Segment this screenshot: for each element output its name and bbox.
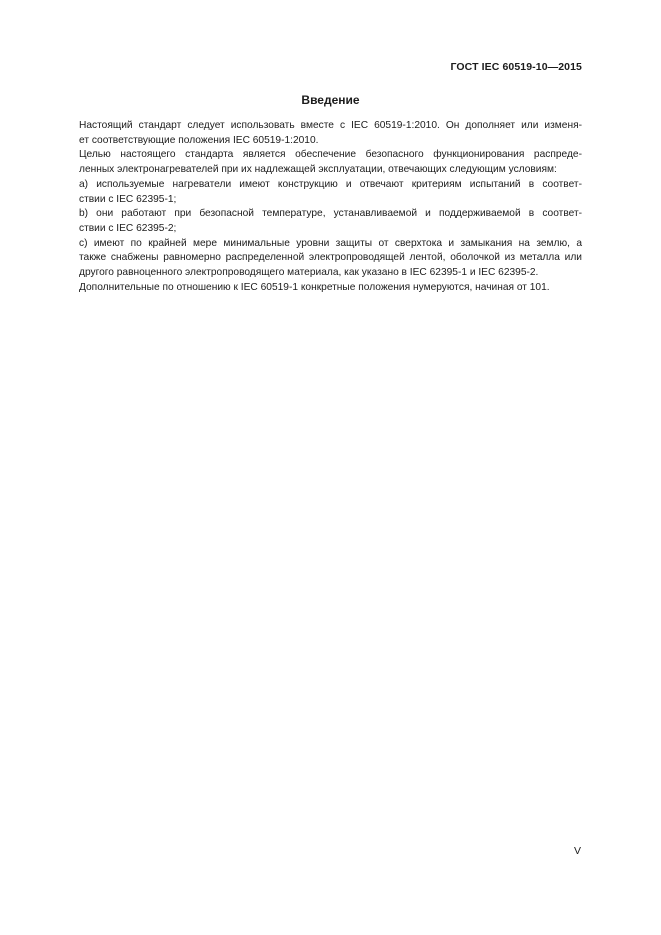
text-line: ствии с IEC 62395-1; bbox=[79, 193, 177, 205]
section-title: Введение bbox=[301, 93, 360, 107]
paragraph-scope bbox=[79, 119, 582, 148]
paragraph-purpose bbox=[79, 148, 582, 177]
text-line: другого равноценного электропроводящего материала, как указано в IEC 62395-1 и IEC 62395-2. bbox=[79, 267, 539, 279]
text-line: Настоящий стандарт следует использовать вместе с IEC 60519-1:2010. Он дополняет или изменя- bbox=[79, 120, 582, 131]
text-line: ленных электронагревателей при их надлежащей эксплуатации, отвечающих следующим условиям: bbox=[79, 164, 557, 176]
paragraph-condition-c bbox=[79, 237, 582, 281]
text-line: Целью настоящего стандарта является обеспечение безопасного функционирования распреде- bbox=[79, 149, 582, 161]
text-line: a) используемые нагреватели имеют конструкцию и отвечают критериям испытаний в соответ- bbox=[79, 178, 582, 190]
text-line: также снабжены равномерно распределенной электропроводящей лентой, оболочкой из металла или bbox=[79, 252, 582, 264]
text-line: ет соответствующие положения IEC 60519-1:2010. bbox=[79, 134, 319, 146]
paragraph-numbering bbox=[79, 281, 582, 296]
text-line: c) имеют по крайней мере минимальные уровни защиты от сверхтока и замыкания на землю, а bbox=[79, 237, 582, 249]
paragraph-condition-a bbox=[79, 178, 582, 207]
paragraph-condition-b bbox=[79, 207, 582, 236]
text-line: b) они работают при безопасной температуре, устанавливаемой и поддерживаемой в соответ- bbox=[79, 208, 582, 220]
page-number: V bbox=[573, 845, 581, 857]
introduction-body bbox=[79, 119, 582, 295]
text-line: Дополнительные по отношению к IEC 60519-1 конкретные положения нумеруются, начиная от 101. bbox=[79, 281, 550, 293]
document-code: ГОСТ IEC 60519-10—2015 bbox=[450, 61, 582, 73]
text-line: ствии с IEC 62395-2; bbox=[79, 222, 177, 234]
